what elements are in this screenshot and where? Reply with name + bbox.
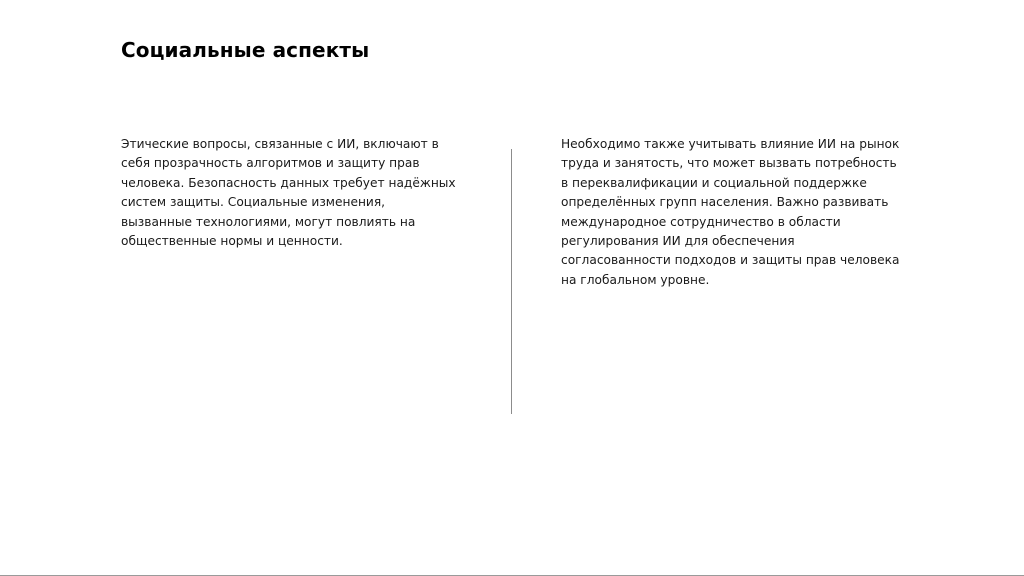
right-column-text: Необходимо также учитывать влияние ИИ на рынок труда и занятость, что может вызвать потребность в переквалификации и социальной поддержке определённых групп населения. Важно развивать международное сотрудничество в области регулирования ИИ для обеспечения согласованности подходов и защиты прав человека на глобальном уровне. [561,137,900,287]
slide-title: Социальные аспекты [121,38,370,62]
column-divider [511,149,512,414]
left-column-text: Этические вопросы, связанные с ИИ, включают в себя прозрачность алгоритмов и защиту прав человека. Безопасность данных требует надёжных систем защиты. Социальные изменения, вызванные технологиями, могут повлиять на общественные нормы и ценности. [121,137,456,249]
